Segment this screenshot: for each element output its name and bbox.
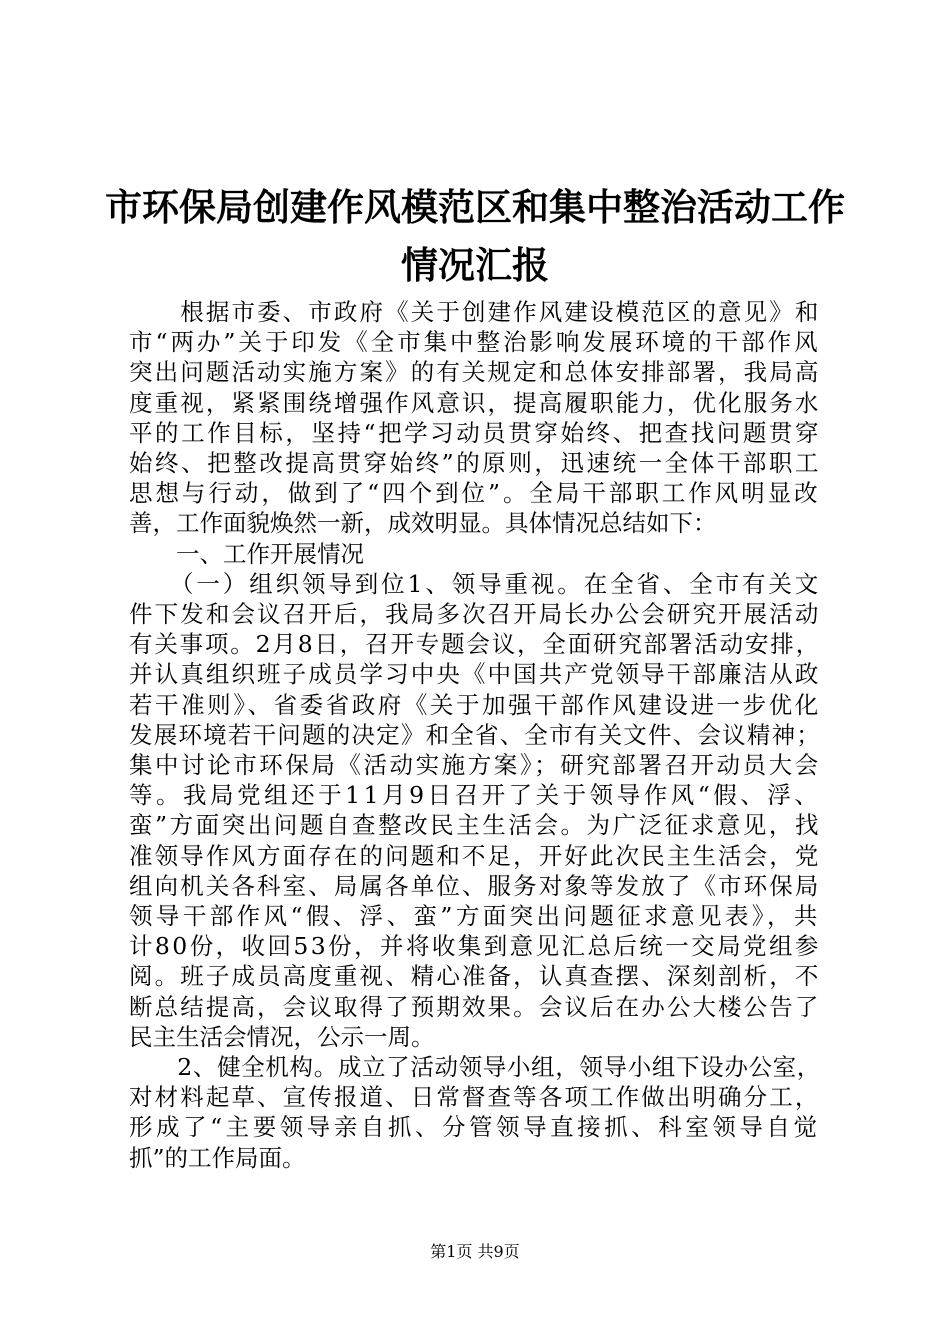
body-text-line: 组向机关各科室、局属各单位、服务对象等发放了《市环保局	[129, 871, 821, 900]
body-text-line: 件下发和会议召开后，我局多次召开局长办公会研究开展活动	[129, 600, 821, 628]
body-text-line: 对材料起草、宣传报道、日常督查等各项工作做出明确分工，	[129, 1083, 821, 1112]
body-text-line: 准领导作风方面存在的问题和不足，开好此次民主生活会，党	[129, 841, 821, 870]
body-text-line: 思想与行动，做到了“四个到位”。全局干部职工作风明显改	[129, 479, 821, 508]
body-text-line: 市“两办”关于印发《全市集中整治影响发展环境的干部作风	[129, 328, 821, 357]
body-text-line: 2、健全机构。成立了活动领导小组，领导小组下设办公室，	[129, 1053, 821, 1081]
body-text-line: 计80份，收回53份，并将收集到意见汇总后统一交局党组参	[129, 932, 821, 961]
body-text-line: 根据市委、市政府《关于创建作风建设模范区的意见》和	[129, 298, 821, 326]
body-text-line: 民主生活会情况，公示一周。	[129, 1022, 435, 1051]
document-title-line-1: 市环保局创建作风模范区和集中整治活动工作	[105, 185, 845, 229]
body-text-line: 发展环境若干问题的决定》和全省、全市有关文件、会议精神；	[129, 720, 821, 749]
body-text-line: 突出问题活动实施方案》的有关规定和总体安排部署，我局高	[129, 358, 821, 387]
body-text-line: 有关事项。2月8日，召开专题会议，全面研究部署活动安排，	[129, 630, 821, 659]
page-number-footer: 第1页 共9页	[430, 1242, 520, 1261]
body-text-line: 平的工作目标，坚持“把学习动员贯穿始终、把查找问题贯穿	[129, 418, 822, 447]
body-text-line: 形成了“主要领导亲自抓、分管领导直接抓、科室领导自觉	[129, 1113, 821, 1142]
body-text-line: 抓”的工作局面。	[129, 1143, 306, 1172]
body-text-line: 集中讨论市环保局《活动实施方案》；研究部署召开动员大会	[129, 751, 821, 779]
body-text-line: 始终、把整改提高贯穿始终”的原则，迅速统一全体干部职工	[129, 449, 822, 477]
body-text-line: 阅。班子成员高度重视、精心准备，认真查摆、深刻剖析，不	[129, 962, 821, 991]
body-text-line: 善，工作面貌焕然一新，成效明显。具体情况总结如下：	[129, 509, 717, 538]
body-text-line: （一）组织领导到位1、领导重视。在全省、全市有关文	[129, 569, 822, 598]
body-text-line: 领导干部作风“假、浮、蛮”方面突出问题征求意见表》，共	[129, 902, 821, 930]
body-text-line: 并认真组织班子成员学习中央《中国共产党领导干部廉洁从政	[129, 660, 821, 689]
body-text-line: 断总结提高，会议取得了预期效果。会议后在办公大楼公告了	[129, 992, 821, 1021]
body-text-line: 一、工作开展情况	[129, 539, 364, 568]
body-text-line: 蛮”方面突出问题自查整改民主生活会。为广泛征求意见，找	[129, 811, 822, 840]
document-title-line-2: 情况汇报	[401, 243, 549, 287]
body-text-line: 等。我局党组还于11月9日召开了关于领导作风“假、浮、	[129, 781, 822, 810]
body-text-line: 若干准则》、省委省政府《关于加强干部作风建设进一步优化	[129, 690, 821, 719]
body-text-line: 度重视，紧紧围绕增强作风意识，提高履职能力，优化服务水	[129, 388, 821, 417]
